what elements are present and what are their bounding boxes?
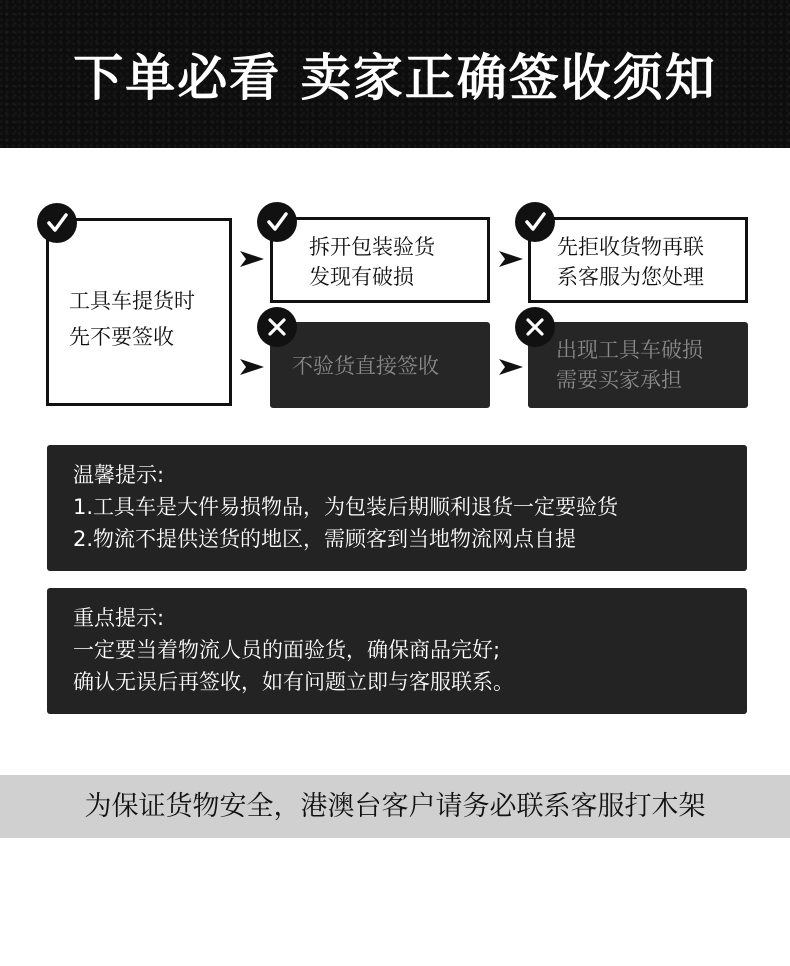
arrow-right-icon	[499, 251, 523, 267]
inspect-step-box	[270, 217, 490, 303]
cross-icon	[515, 307, 555, 347]
refuse-step-line1: 先拒收货物再联	[557, 235, 704, 259]
refuse-step-box	[528, 217, 748, 303]
header-banner	[0, 0, 790, 148]
no-inspect-line1: 不验货直接签收	[292, 354, 439, 378]
refuse-step-line2: 系客服为您处理	[557, 265, 704, 289]
arrow-right-icon	[499, 359, 523, 375]
warm-tips-panel	[47, 445, 747, 571]
page-title: 下单必看 卖家正确签收须知	[73, 49, 717, 107]
key-tips-title: 重点提示:	[73, 606, 165, 630]
footer-text: 为保证货物安全，港澳台客户请务必联系客服打木架	[84, 791, 706, 822]
key-tips-panel	[47, 588, 747, 714]
damage-liability-box	[528, 322, 748, 408]
warm-tips-line: 1.工具车是大件易损物品，为包装后期顺利退货一定要验货	[73, 495, 619, 519]
start-box-line2: 先不要签收	[69, 325, 174, 349]
damage-liability-line1: 出现工具车破损	[556, 338, 703, 362]
check-icon	[257, 202, 297, 242]
inspect-step-line1: 拆开包装验货	[309, 235, 435, 259]
inspect-step-line2: 发现有破损	[309, 265, 414, 289]
warm-tips-line: 2.物流不提供送货的地区，需顾客到当地物流网点自提	[73, 527, 577, 551]
footer-banner	[0, 775, 790, 838]
start-box	[46, 218, 232, 406]
key-tips-line: 确认无误后再签收，如有问题立即与客服联系。	[73, 670, 514, 694]
no-inspect-box	[270, 322, 490, 408]
key-tips-line: 一定要当着物流人员的面验货，确保商品完好;	[73, 638, 501, 662]
check-icon	[515, 202, 555, 242]
check-icon	[37, 203, 77, 243]
damage-liability-line2: 需要买家承担	[556, 368, 682, 392]
cross-icon	[257, 307, 297, 347]
warm-tips-title: 温馨提示:	[73, 463, 165, 487]
arrow-right-icon	[240, 251, 264, 267]
arrow-right-icon	[240, 359, 264, 375]
start-box-line1: 工具车提货时	[69, 289, 195, 313]
